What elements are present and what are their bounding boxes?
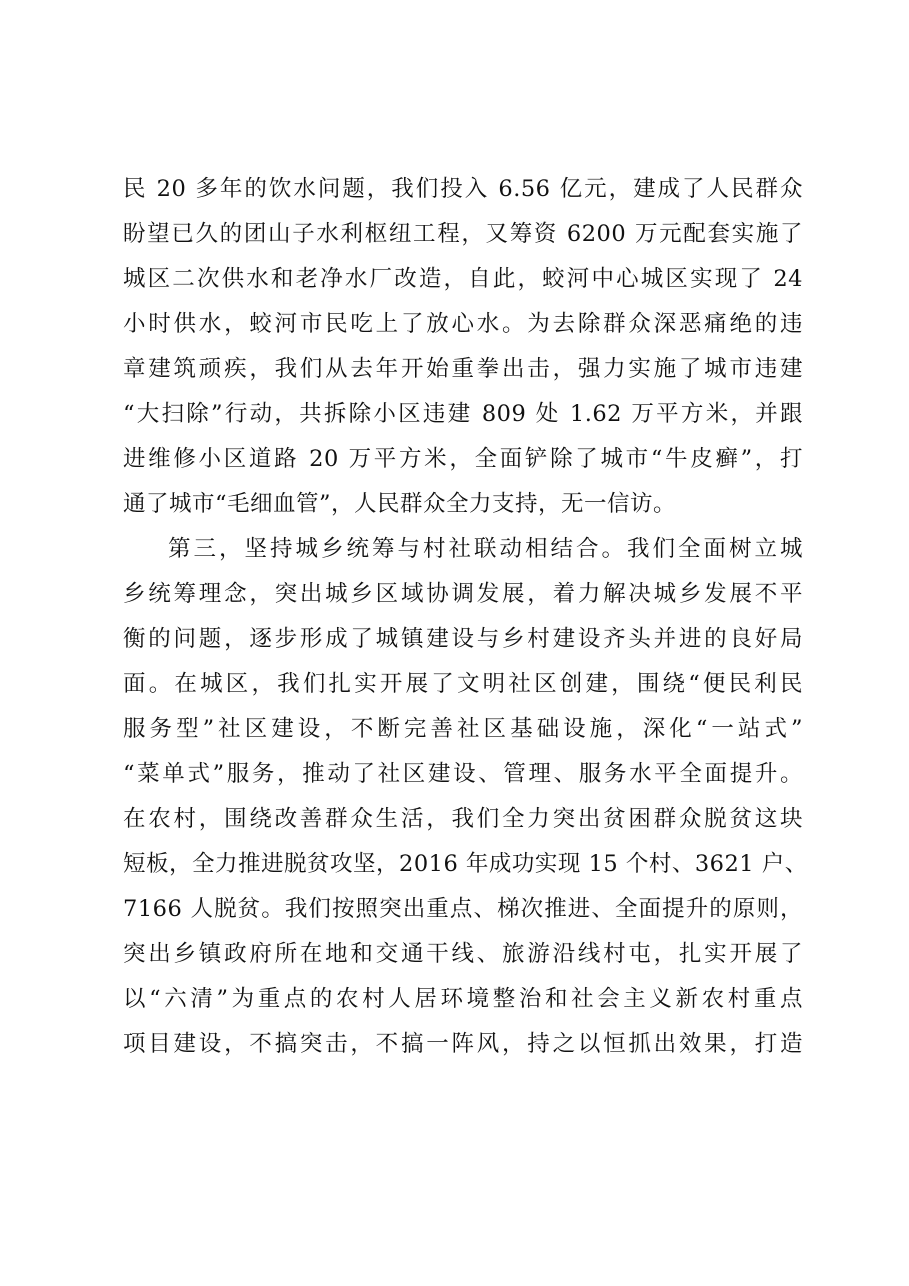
- paragraph-line: 服务型”社区建设，不断完善社区基础设施，深化“一站式”: [123, 716, 803, 742]
- paragraph-line: 章建筑顽疾，我们从去年开始重拳出击，强力实施了城市违建: [123, 356, 803, 382]
- paragraph-line: 在农村，围绕改善群众生活，我们全力突出贫困群众脱贫这块: [123, 806, 803, 832]
- paragraph-line: 面。在城区，我们扎实开展了文明社区创建，围绕“便民利民: [123, 671, 803, 697]
- paragraph-line: 短板，全力推进脱贫攻坚，2016 年成功实现 15 个村、3621 户、: [123, 851, 808, 877]
- paragraph-line: 小时供水，蛟河市民吃上了放心水。为去除群众深恶痛绝的违: [123, 311, 803, 337]
- paragraph-line: 城区二次供水和老净水厂改造，自此，蛟河中心城区实现了 24: [123, 266, 803, 292]
- paragraph-line: 突出乡镇政府所在地和交通干线、旅游沿线村屯，扎实开展了: [123, 941, 803, 967]
- paragraph-line: 民 20 多年的饮水问题，我们投入 6.56 亿元，建成了人民群众: [123, 176, 803, 202]
- paragraph-line: 以“六清”为重点的农村人居环境整治和社会主义新农村重点: [123, 986, 803, 1012]
- paragraph-line: 进维修小区道路 20 万平方米，全面铲除了城市“牛皮癣”，打: [123, 446, 803, 472]
- paragraph-heading-line: 第三，坚持城乡统筹与村社联动相结合。我们全面树立城: [168, 536, 803, 562]
- paragraph-line: 乡统筹理念，突出城乡区域协调发展，着力解决城乡发展不平: [123, 581, 803, 607]
- paragraph-line: 7166 人脱贫。我们按照突出重点、梯次推进、全面提升的原则，: [123, 896, 803, 922]
- paragraph-line: “菜单式”服务，推动了社区建设、管理、服务水平全面提升。: [123, 761, 803, 787]
- paragraph-line: “大扫除”行动，共拆除小区违建 809 处 1.62 万平方米，并跟: [123, 401, 803, 427]
- paragraph-line: 盼望已久的团山子水利枢纽工程，又筹资 6200 万元配套实施了: [123, 221, 803, 247]
- paragraph-line: 通了城市“毛细血管”，人民群众全力支持，无一信访。: [123, 491, 677, 517]
- paragraph-line: 项目建设，不搞突击，不搞一阵风，持之以恒抓出效果，打造: [123, 1031, 803, 1057]
- paragraph-line: 衡的问题，逐步形成了城镇建设与乡村建设齐头并进的良好局: [123, 626, 803, 652]
